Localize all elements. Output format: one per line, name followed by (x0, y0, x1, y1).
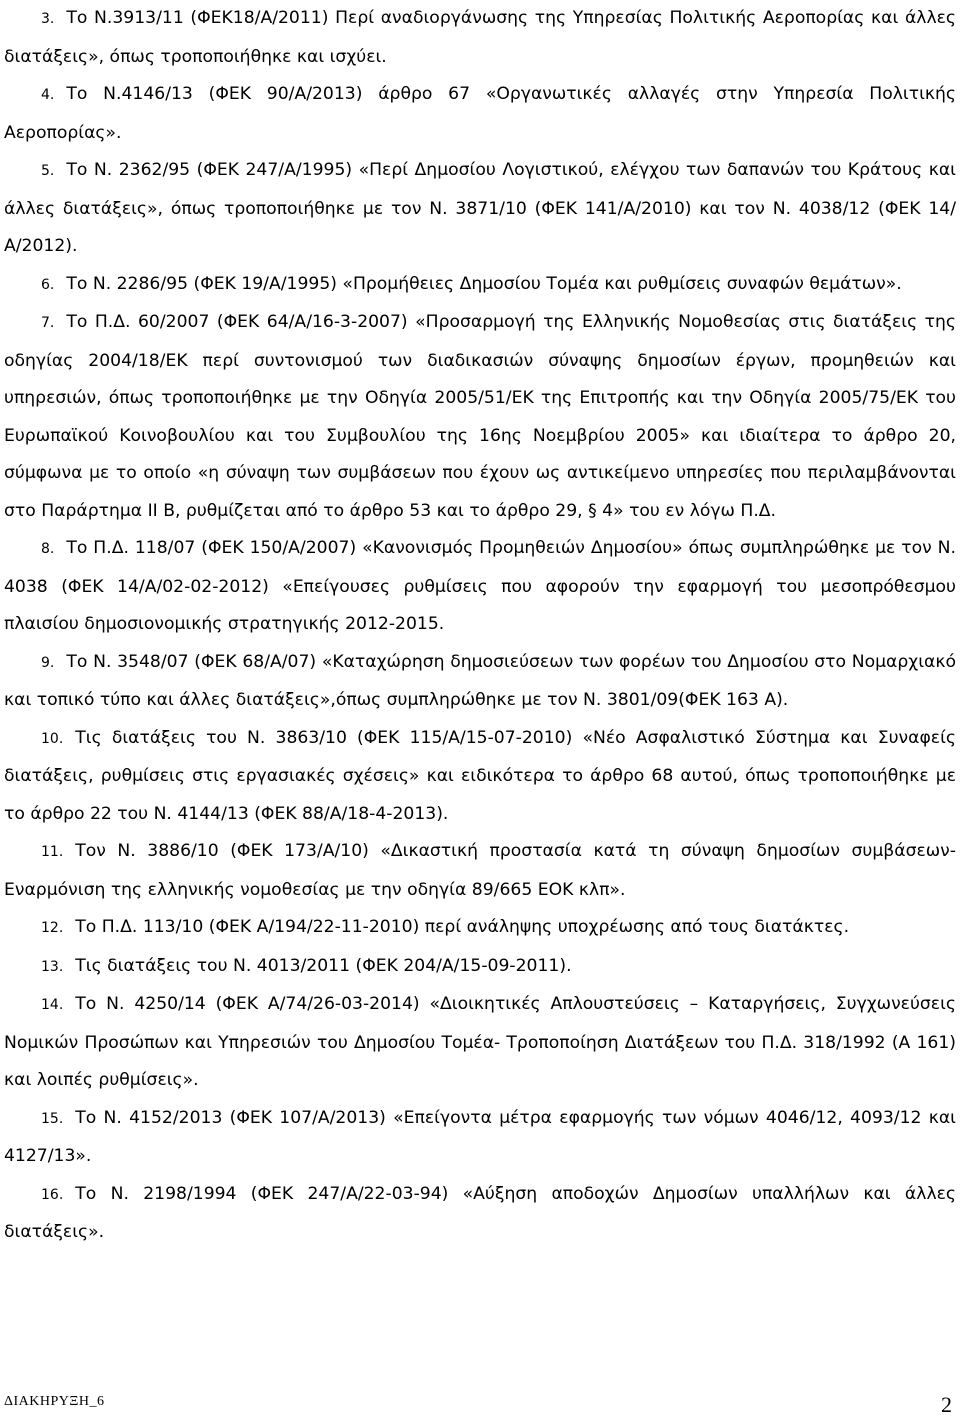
item-number: 5. (41, 163, 55, 179)
item-number: 8. (41, 541, 55, 557)
item-text: Το Ν. 4152/2013 (ΦΕΚ 107/Α/2013) «Επείγοντα μέτρα εφαρμογής των νόμων 4046/12, 4093/12 και 4127/13». (4, 1107, 956, 1166)
item-text: Το Ν. 4250/14 (ΦΕΚ Α/74/26-03-2014) «Διοικητικές Απλουστεύσεις – Καταργήσεις, Συγχωνεύσεις Νομικών Προσώπων και Υπηρεσιών του Δημοσίου Τομέα- Τροποποίηση Διατάξεων του Π.Δ. 318/1992 (Α 161) και λοιπές ρυθμίσεις». (4, 994, 956, 1090)
item-number: 9. (41, 654, 55, 671)
list-item (4, 76, 956, 152)
item-number: 7. (41, 315, 55, 331)
item-number: 10. (41, 730, 64, 747)
item-number: 15. (41, 1110, 64, 1127)
list-item (4, 948, 956, 987)
item-number: 14. (41, 997, 64, 1013)
list-item (4, 909, 956, 948)
item-text: Το Ν. 2198/1994 (ΦΕΚ 247/Α/22-03-94) «Αύξηση αποδοχών Δημοσίων υπαλλήλων και άλλες διατάξεις». (4, 1183, 956, 1242)
item-text: Τον Ν. 3886/10 (ΦΕΚ 173/Α/10) «Δικαστική προστασία κατά τη σύναψη δημοσίων συμβάσεων- Εναρμόνιση της ελληνικής νομοθεσίας με την οδηγία 89/665 ΕΟΚ κλπ». (4, 841, 956, 900)
item-text: Τις διατάξεις του Ν. 3863/10 (ΦΕΚ 115/Α/15-07-2010) «Νέο Ασφαλιστικό Σύστημα και Συναφείς διατάξεις, ρυθμίσεις στις εργασιακές σχέσεις» και ειδικότερα το άρθρο 68 αυτού, όπως τροποποιήθηκε με το άρθρο 22 του Ν. 4144/13 (ΦΕΚ 88/Α/18-4-2013). (4, 727, 956, 824)
list-item (4, 1100, 956, 1176)
list-item (4, 1176, 956, 1252)
item-number: 6. (41, 276, 55, 293)
item-number: 11. (41, 844, 64, 860)
item-text: Το Ν. 3548/07 (ΦΕΚ 68/Α/07) «Καταχώρηση δημοσιεύσεων των φορέων του Δημοσίου στο Νομαρχιακό και τοπικό τύπο και άλλες διατάξεις»,όπως συμπληρώθηκε με τον Ν. 3801/09(ΦΕΚ 163 Α). (4, 651, 956, 710)
list-item (4, 833, 956, 909)
page-number: 2 (941, 1392, 952, 1417)
list-item (4, 1252, 956, 1291)
item-number: 3. (41, 11, 55, 27)
list-item (4, 1290, 956, 1329)
list-item (4, 986, 956, 1100)
item-text: Το Ν. 2286/95 (ΦΕΚ 19/Α/1995) «Προμήθειες Δημοσίου Τομέα και ρυθμίσεις συναφών θεμάτων». (66, 273, 902, 294)
item-text: Το Ν.4146/13 (ΦΕΚ 90/Α/2013) άρθρο 67 «Οργανωτικές αλλαγές στην Υπηρεσία Πολιτικής Αεροπορίας». (4, 84, 956, 143)
item-number: 16. (41, 1186, 64, 1203)
item-number: 12. (41, 920, 64, 936)
list-item (4, 644, 956, 720)
document-body (4, 0, 956, 1329)
list-item (4, 720, 956, 834)
item-text: Το Π.Δ. 113/10 (ΦΕΚ Α/194/22-11-2010) περί ανάληψης υποχρέωσης από τους διατάκτες. (75, 917, 850, 937)
list-item (4, 152, 956, 266)
list-item (4, 530, 956, 644)
item-number: 13. (41, 958, 64, 975)
item-text: Τις διατάξεις του Ν. 4013/2011 (ΦΕΚ 204/Α/15-09-2011). (75, 955, 572, 976)
list-item (4, 0, 956, 76)
item-text: Το Π.Δ. 118/07 (ΦΕΚ 150/Α/2007) «Κανονισμός Προμηθειών Δημοσίου» όπως συμπληρώθηκε με τον Ν. 4038 (ΦΕΚ 14/Α/02-02-2012) «Επείγουσες ρυθμίσεις που αφορούν την εφαρμογή του μεσοπρόθεσμου πλαισίου δημοσιονομικής στρατηγικής 2012-2015. (4, 538, 956, 634)
item-number: 4. (41, 87, 55, 103)
footer-doc-label: ΔΙΑΚΗΡΥΞΗ_6 (4, 1394, 105, 1409)
item-text: Το Ν. 2362/95 (ΦΕΚ 247/Α/1995) «Περί Δημοσίου Λογιστικού, ελέγχου των δαπανών του Κράτους και άλλες διατάξεις», όπως τροποποιήθηκε με τον Ν. 3871/10 (ΦΕΚ 141/Α/2010) και τον Ν. 4038/12 (ΦΕΚ 14/Α/2012). (4, 160, 956, 256)
list-item (4, 304, 956, 530)
item-text: Το Π.Δ. 60/2007 (ΦΕΚ 64/Α/16-3-2007) «Προσαρμογή της Ελληνικής Νομοθεσίας στις διατάξεις της οδηγίας 2004/18/ΕΚ περί συντονισμού των διαδικασιών σύναψης δημοσίων έργων, προμηθειών και υπηρεσιών, όπως τροποποιήθηκε με την Οδηγία 2005/51/ΕΚ της Επιτροπής και την Οδηγία 2005/75/ΕΚ του Ευρωπαϊκού Κοινοβουλίου και του Συμβουλίου της 16ης Νοεμβρίου 2005» και ιδιαίτερα το άρθρο 20, σύμφωνα με το οποίο «η σύναψη των συμβάσεων που έχουν ως αντικείμενο υπηρεσίες που περιλαμβάνονται στο Παράρτημα ΙΙ Β, ρυθμίζεται από το άρθρο 53 και το άρθρο 29, § 4» του εν λόγω Π.Δ. (4, 312, 956, 521)
list-item (4, 266, 956, 305)
item-text: Το Ν.3913/11 (ΦΕΚ18/Α/2011) Περί αναδιοργάνωσης της Υπηρεσίας Πολιτικής Αεροπορίας και άλλες διατάξεις», όπως τροποποιήθηκε και ισχύει. (4, 8, 956, 67)
